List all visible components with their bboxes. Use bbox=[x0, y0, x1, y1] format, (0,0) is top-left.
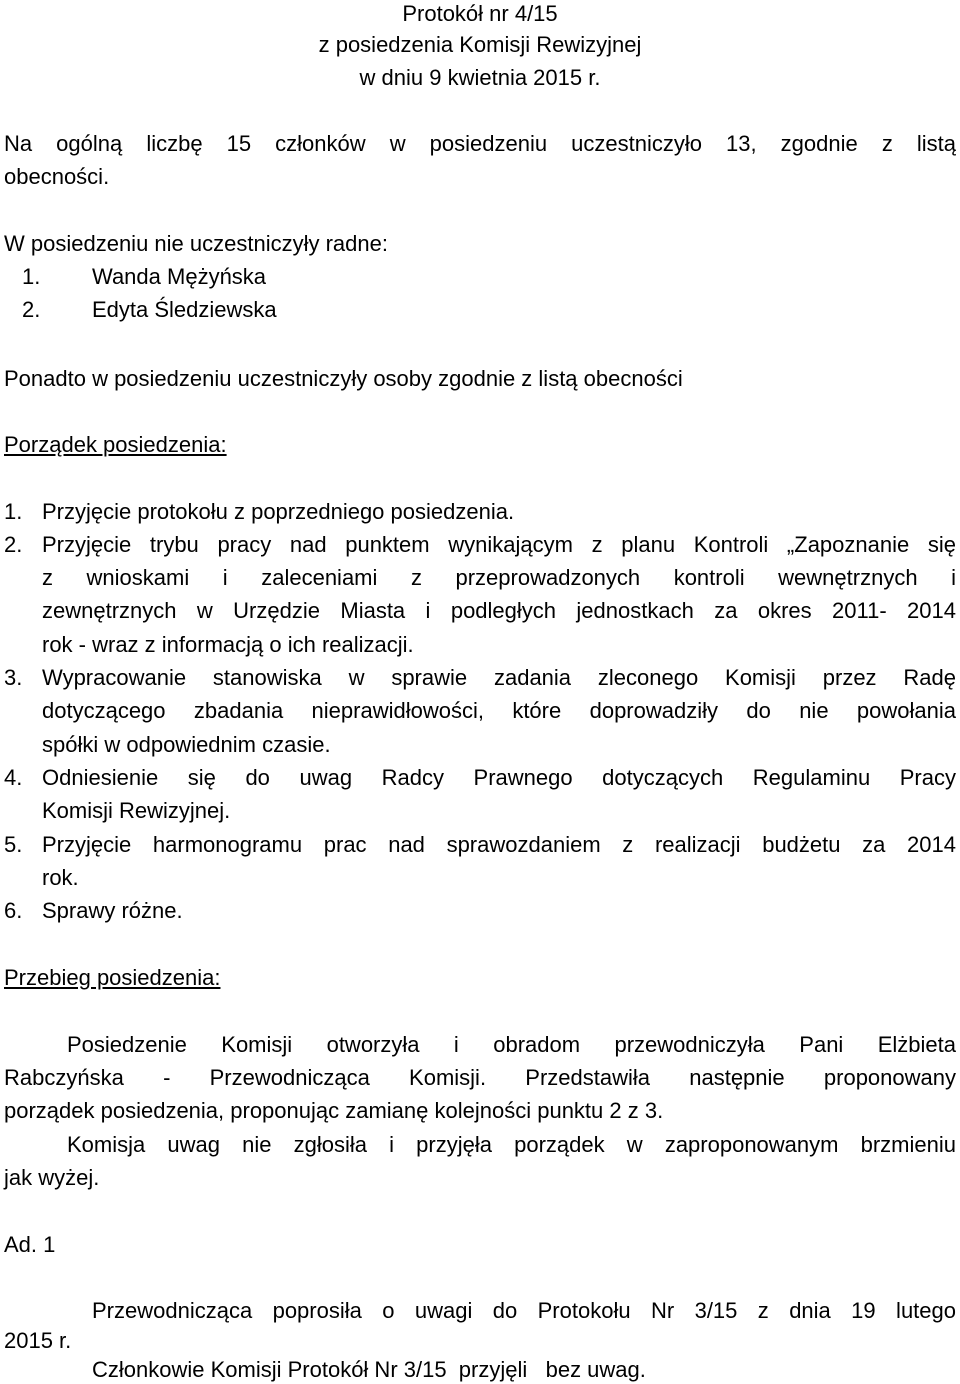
ad1-paragraph-line: Przewodnicząca poprosiła o uwagi do Protokołu Nr 3/15 z dnia 19 lutego bbox=[92, 1298, 956, 1323]
agenda-item-text: Przyjęcie trybu pracy nad punktem wynikającym z planu Kontroli „Zapoznanie się bbox=[42, 532, 956, 557]
agenda-item-text: dotyczącego zbadania nieprawidłowości, które doprowadziły do nie powołania bbox=[42, 698, 956, 723]
absent-heading: W posiedzeniu nie uczestniczyły radne: bbox=[4, 231, 388, 256]
proceedings-paragraph-line: Rabczyńska - Przewodnicząca Komisji. Przedstawiła następnie proponowany bbox=[4, 1065, 956, 1090]
proceedings-paragraph-line: Komisja uwag nie zgłosiła i przyjęła porządek w zaproponowanym brzmieniu bbox=[67, 1132, 956, 1157]
agenda-item-number: 5. bbox=[4, 832, 23, 857]
others-attendance-note: Ponadto w posiedzeniu uczestniczyły osoby zgodnie z listą obecności bbox=[4, 366, 683, 391]
ad1-paragraph-line: Członkowie Komisji Protokół Nr 3/15 przyjęli bez uwag. bbox=[92, 1357, 646, 1382]
agenda-item-number: 4. bbox=[4, 765, 23, 790]
absent-item-name: Wanda Mężyńska bbox=[92, 264, 267, 289]
proceedings-paragraph-line: Posiedzenie Komisji otworzyła i obradom przewodniczyła Pani Elżbieta bbox=[67, 1032, 956, 1057]
agenda-item-text: Komisji Rewizyjnej. bbox=[42, 798, 231, 823]
proceedings-paragraph-line: jak wyżej. bbox=[4, 1165, 100, 1190]
absent-item-number: 2. bbox=[22, 297, 41, 322]
ad1-paragraph-line: 2015 r. bbox=[4, 1328, 72, 1353]
agenda-item-text: zewnętrznych w Urzędzie Miasta i podległych jednostkach za okres 2011- 2014 bbox=[42, 598, 956, 623]
document-date: w dniu 9 kwietnia 2015 r. bbox=[359, 65, 601, 90]
agenda-item-number: 6. bbox=[4, 898, 23, 923]
document-subtitle: z posiedzenia Komisji Rewizyjnej bbox=[318, 32, 642, 57]
agenda-item-number: 1. bbox=[4, 499, 23, 524]
agenda-item-number: 3. bbox=[4, 665, 23, 690]
proceedings-paragraph-line: porządek posiedzenia, proponując zamianę kolejności punktu 2 z 3. bbox=[4, 1098, 664, 1123]
agenda-item-text: Odniesienie się do uwag Radcy Prawnego dotyczących Regulaminu Pracy bbox=[42, 765, 956, 790]
absent-item-name: Edyta Śledziewska bbox=[92, 297, 277, 322]
attendance-line-2: obecności. bbox=[4, 164, 110, 189]
agenda-item-text: z wnioskami i zaleceniami z przeprowadzonych kontroli wewnętrznych i bbox=[42, 565, 956, 590]
agenda-item-number: 2. bbox=[4, 532, 23, 557]
agenda-item-text: Wypracowanie stanowiska w sprawie zadania zleconego Komisji przez Radę bbox=[42, 665, 956, 690]
ad1-heading: Ad. 1 bbox=[4, 1232, 56, 1257]
agenda-item-text: Przyjęcie protokołu z poprzedniego posiedzenia. bbox=[42, 499, 515, 524]
agenda-item-text: Przyjęcie harmonogramu prac nad sprawozdaniem z realizacji budżetu za 2014 bbox=[42, 832, 956, 857]
agenda-item-text: spółki w odpowiednim czasie. bbox=[42, 732, 331, 757]
agenda-item-text: rok - wraz z informacją o ich realizacji. bbox=[42, 632, 414, 657]
attendance-line-1: Na ogólną liczbę 15 członków w posiedzeniu uczestniczyło 13, zgodnie z listą bbox=[4, 131, 956, 156]
agenda-heading: Porządek posiedzenia: bbox=[4, 432, 227, 457]
agenda-item-text: Sprawy różne. bbox=[42, 898, 183, 923]
document-title: Protokół nr 4/15 bbox=[402, 1, 558, 26]
proceedings-heading: Przebieg posiedzenia: bbox=[4, 965, 221, 990]
agenda-item-text: rok. bbox=[42, 865, 79, 890]
absent-item-number: 1. bbox=[22, 264, 41, 289]
